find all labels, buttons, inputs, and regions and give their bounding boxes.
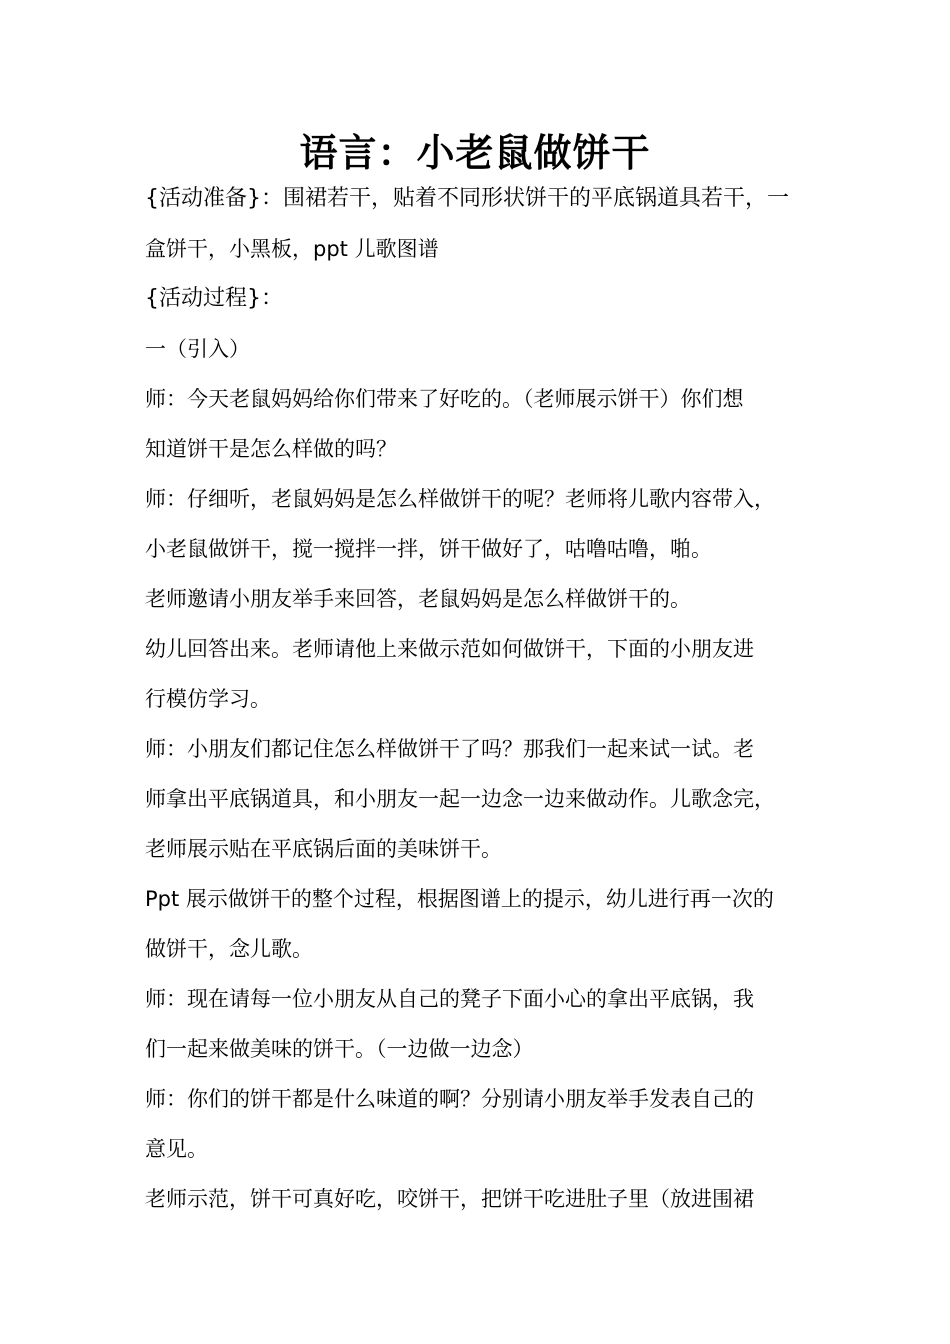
paragraph-line: 师：你们的饼干都是什么味道的啊？分别请小朋友举手发表自己的 (145, 1087, 754, 1111)
paragraph-line: 师：现在请每一位小朋友从自己的凳子下面小心的拿出平底锅，我 (145, 987, 754, 1011)
paragraph-line: 老师邀请小朋友举手来回答，老鼠妈妈是怎么样做饼干的。 (145, 587, 691, 611)
paragraph-line: 意见。 (145, 1137, 208, 1161)
paragraph-line: 行模仿学习。 (145, 687, 271, 711)
paragraph-line: 师：小朋友们都记住怎么样做饼干了吗？那我们一起来试一试。老 (145, 737, 754, 761)
paragraph-line: 们一起来做美味的饼干。（一边做一边念） (145, 1037, 534, 1061)
paragraph-line: 老师展示贴在平底锅后面的美味饼干。 (145, 837, 502, 861)
paragraph-line: 师拿出平底锅道具，和小朋友一起一边念一边来做动作。儿歌念完， (145, 787, 775, 811)
paragraph-line: 师：今天老鼠妈妈给你们带来了好吃的。（老师展示饼干）你们想 (145, 387, 744, 411)
paragraph-line: 幼儿回答出来。老师请他上来做示范如何做饼干，下面的小朋友进 (145, 637, 754, 661)
paragraph-line: 小老鼠做饼干，搅一搅拌一拌，饼干做好了，咕噜咕噜，啪。 (145, 537, 712, 561)
paragraph-line: 师：仔细听，老鼠妈妈是怎么样做饼干的呢？老师将儿歌内容带入， (145, 487, 775, 511)
section-heading: {活动过程}： (145, 286, 283, 311)
paragraph-line: 老师示范，饼干可真好吃，咬饼干，把饼干吃进肚子里（放进围裙 (145, 1187, 754, 1211)
paragraph-line: 做饼干，念儿歌。 (145, 937, 313, 961)
paragraph-line: 盒饼干，小黑板，ppt 儿歌图谱 (145, 237, 439, 261)
paragraph-line: {活动准备}：围裙若干，贴着不同形状饼干的平底锅道具若干，一 (145, 186, 789, 211)
paragraph-line: 知道饼干是怎么样做的吗？ (145, 437, 397, 461)
paragraph-line: Ppt 展示做饼干的整个过程，根据图谱上的提示，幼儿进行再一次的 (145, 887, 774, 911)
document-title: 语言：小老鼠做饼干 (299, 130, 651, 175)
paragraph-line: 一（引入） (145, 337, 250, 361)
